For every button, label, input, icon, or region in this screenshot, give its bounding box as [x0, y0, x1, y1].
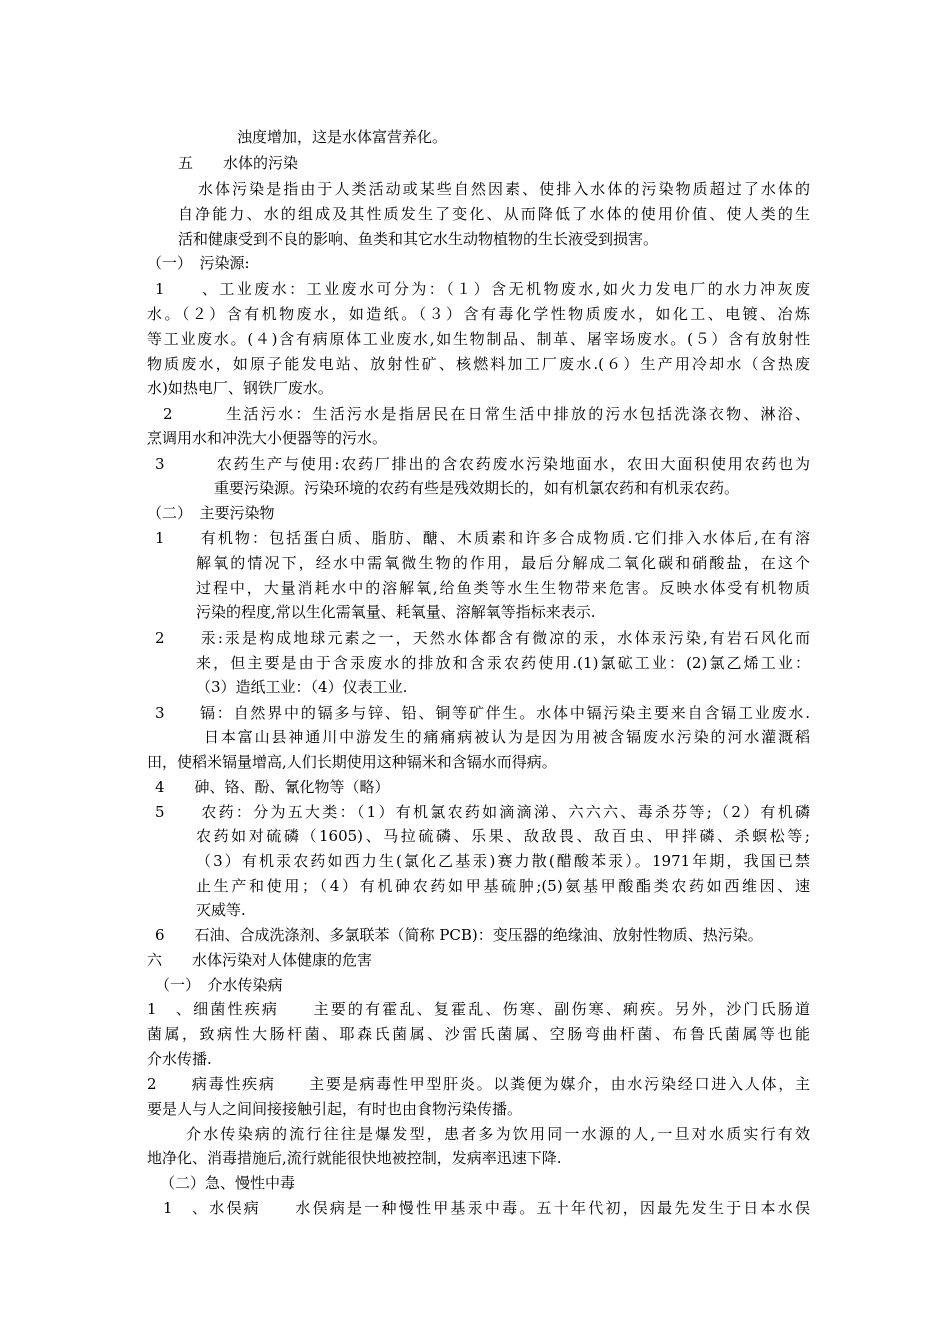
text-line: 1 、水俣病 水俣病是一种慢性甲基汞中毒。五十年代初，因最先发生于日本水俣	[163, 1199, 810, 1217]
text-line: （3）有机汞农药如西力生(氯化乙基汞)赛力散(醋酸苯汞）。1971年期，我国已禁	[196, 852, 810, 870]
text-line: 活和健康受到不良的影响、鱼类和其它水生动物植物的生长液受到损害。	[178, 230, 659, 248]
text-line: 菌属，致病性大肠杆菌、耶森氏菌属、沙雷氏菌属、空肠弯曲杆菌、布鲁氏菌属等也能	[147, 1025, 810, 1043]
text-line: 烹调用水和冲洗大小便器等的污水。	[147, 429, 388, 447]
text-line: 水)如热电厂、钢铁厂废水。	[147, 379, 333, 397]
text-line: 日本富山县神通川中游发生的痛痛病被认为是因为用被含镉废水污染的河水灌溉稻	[204, 728, 810, 746]
text-line: 灭威等.	[196, 901, 246, 919]
text-line: 水。（２）含有机物废水，如造纸。（３）含有毒化学性物质废水，如化工、电镀、冶炼	[147, 305, 810, 323]
text-line: 5 农药：分为五大类：（1）有机氯农药如滴滴涕、六六六、毒杀芬等;（2）有机磷	[155, 803, 810, 821]
text-line: 1 有机物：包括蛋白质、脂肪、醣、木质素和许多合成物质.它们排入水体后,在有溶	[155, 529, 810, 547]
text-line: 6 石油、合成洗涤剂、多氯联苯（简称 PCB)：变压器的绝缘油、放射性物质、热污染。	[155, 926, 763, 944]
text-line: 污染的程度,常以生化需氧量、耗氧量、溶解氧等指标来表示.	[196, 603, 596, 621]
text-line: 2 生活污水：生活污水是指居民在日常生活中排放的污水包括洗涤衣物、淋浴、	[163, 405, 810, 423]
section-heading: 六 水体污染对人体健康的危害	[147, 951, 373, 969]
text-line: 过程中，大量消耗水中的溶解氧,给鱼类等水生生物带来危害。反映水体受有机物质	[196, 579, 810, 597]
text-line: 解氧的情况下，经水中需氧微生物的作用，最后分解成二氧化碳和硝酸盐，在这个	[196, 554, 810, 572]
text-line: 自净能力、水的组成及其性质发生了变化、从而降低了水体的使用价值、使人类的生	[178, 205, 810, 223]
text-line: 要是人与人之间间接接触引起，有时也由食物污染传播。	[147, 1100, 523, 1118]
text-line: 介水传播.	[147, 1050, 212, 1068]
text-line: 1 、工业废水：工业废水可分为：（１）含无机物废水,如火力发电厂的水力冲灰废	[155, 280, 810, 298]
text-line: 农药如对硫磷（1605)、马拉硫磷、乐果、敌敌畏、敌百虫、甲拌磷、杀螟松等;	[196, 827, 810, 845]
text-line: 来，但主要是由于含汞废水的排放和含汞农药使用.(1)氯砿工业：(2)氯乙烯工业：	[196, 654, 810, 672]
text-line: 田，使稻米镉量增高,人们长期使用这种镉米和含镉水而得病。	[147, 753, 557, 771]
text-line: 浊度增加，这是水体富营养化。	[237, 128, 448, 146]
text-line: 地净化、消毒措施后,流行就能很快地被控制，发病率迅速下降.	[147, 1149, 562, 1167]
text-line: 物质废水，如原子能发电站、放射性矿、核燃料加工厂废水.(６）生产用冷却水（含热废	[147, 355, 810, 373]
subsection-heading: （一） 介水传染病	[155, 976, 283, 994]
text-line: 2 病毒性疾病 主要是病毒性甲型肝炎。以粪便为媒介，由水污染经口进入人体，主	[147, 1075, 810, 1093]
text-line: 2 汞:汞是构成地球元素之一，天然水体都含有微凉的汞，水体汞污染,有岩石风化而	[155, 629, 810, 647]
subsection-heading: （二）急、慢性中毒	[160, 1174, 296, 1192]
text-line: 4 砷、铬、酚、氰化物等（略）	[155, 778, 390, 796]
text-line: 介水传染病的流行往往是爆发型，患者多为饮用同一水源的人,一旦对水质实行有效	[186, 1125, 810, 1143]
text-line: （3）造纸工业：（4）仪表工业.	[196, 678, 408, 696]
text-line: 止生产和使用；（4）有机砷农药如甲基硫肿;(5)氨基甲酸酯类农药如西维因、速	[196, 877, 810, 895]
text-line: 重要污染源。污染环境的农药有些是残效期长的，如有机氯农药和有机汞农药。	[214, 479, 740, 497]
section-heading: 五 水体的污染	[178, 154, 299, 172]
subsection-heading: （一） 污染源:	[147, 254, 250, 272]
text-line: 3 镉：自然界中的镉多与锌、铅、铜等矿伴生。水体中镉污染主要来自含镉工业废水.	[155, 704, 810, 722]
text-line: 水体污染是指由于人类活动或某些自然因素、使排入水体的污染物质超过了水体的	[198, 180, 810, 198]
text-line: 3 农药生产与使用:农药厂排出的含农药废水污染地面水，农田大面积使用农药也为	[155, 455, 810, 473]
subsection-heading: （二） 主要污染物	[147, 504, 275, 522]
text-line: 等工业废水。(４)含有病原体工业废水,如生物制品、制革、屠宰场废水。(５）含有放射性	[147, 330, 810, 348]
text-line: 1 、细菌性疾病 主要的有霍乱、复霍乱、伤寒、副伤寒、痢疾。另外，沙门氏肠道	[147, 1000, 810, 1018]
